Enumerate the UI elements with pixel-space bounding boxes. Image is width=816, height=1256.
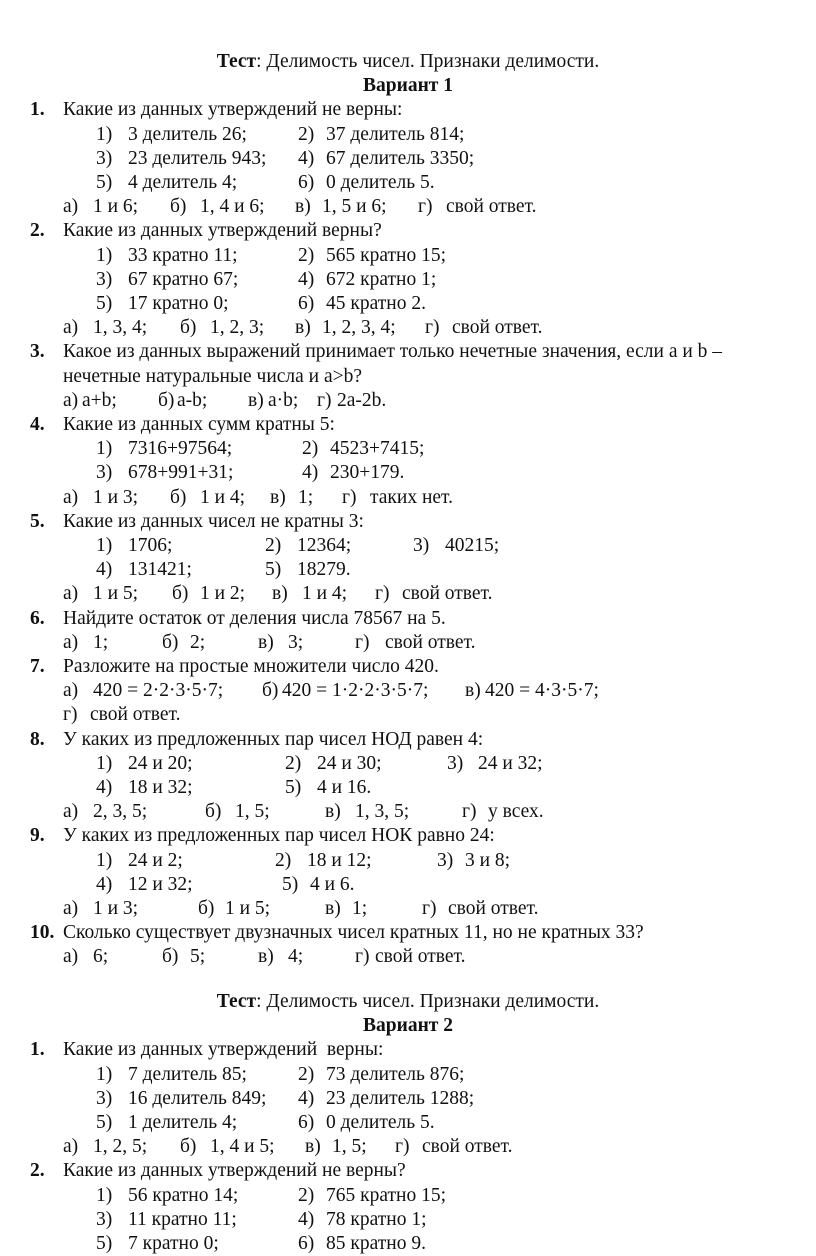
answer-label: г) [355,946,370,968]
answer-label: г) [422,898,437,919]
option-text: 24 и 32; [478,752,543,774]
answer-text: 1, 2, 3, 4; [322,317,396,339]
option-label: 5) [96,172,113,193]
question-number: 2. [30,1160,45,1182]
option-text: 12 и 32; [128,873,193,895]
option-label: 6) [298,172,315,193]
option-label: 1) [96,752,113,774]
answer-label: а) [63,196,79,218]
option-text: 4 делитель 4; [128,172,238,193]
answer-text: 1 и 3; [93,898,139,919]
answer-text: свой ответ. [385,631,476,653]
answer-label: в) [295,317,311,339]
test-title [0,990,816,1014]
option-label: 4) [298,1208,315,1230]
option-text: 18279. [297,559,351,581]
question-text: нечетные натуральные числа и a>b? [63,365,363,387]
answer-label: а) [63,801,79,823]
answer-label: г) [418,196,433,218]
option-text: 33 кратно 11; [128,244,238,266]
option-text: 56 кратно 14; [128,1184,239,1206]
option-text: 678+991+31; [128,462,234,484]
option-text: 11 кратно 11; [128,1208,237,1230]
test-label: Тест [216,991,257,1012]
option-text: 672 кратно 1; [326,268,437,290]
answer-label: б) [162,631,179,653]
option-label: 4) [96,873,113,895]
option-text: 24 и 20; [128,752,193,774]
option-text: 1706; [128,535,173,556]
question-number: 5. [30,510,45,532]
answer-text: 1 и 5; [93,583,139,605]
answer-label: г) [355,631,370,653]
test-label: Тест [216,51,257,72]
option-text: 7 делитель 85; [128,1063,247,1085]
answer-text: 3; [288,631,304,653]
answer-text: 420 = 4·3·5·7; [485,680,599,702]
option-text: 7 кратно 0; [128,1233,219,1254]
option-label: 1) [96,244,113,266]
question-text: Найдите остаток от деления числа 78567 на 5. [63,607,446,629]
answer-text: свой ответ. [452,317,543,339]
answer-label: а) [63,946,79,968]
option-label: 3) [413,535,430,556]
answer-text: 1, 4 и 6; [200,196,265,218]
answer-text: a·b; [268,389,299,411]
option-text: 0 делитель 5. [326,1112,435,1133]
answer-label: б) [205,801,222,823]
option-text: 23 делитель 943; [128,147,267,169]
answer-label: а) [63,583,79,605]
answer-label: а) [63,389,79,411]
option-label: 4) [298,268,315,290]
option-text: 765 кратно 15; [326,1184,446,1206]
option-label: 3) [96,147,113,169]
option-text: 230+179. [330,462,405,484]
answer-label: г) [425,317,440,339]
answer-label: г) [375,583,390,605]
option-label: 5) [96,1112,113,1133]
answer-label: в) [325,801,341,823]
answer-text: 1 и 4; [302,583,348,605]
question-number: 3. [30,341,45,363]
option-label: 5) [282,873,299,895]
question-text: У каких из предложенных пар чисел НОК равно 24: [63,825,495,847]
option-label: 4) [298,147,315,169]
answer-label: в) [272,583,288,605]
option-text: 3 делитель 26; [128,123,247,145]
option-label: 1) [96,438,113,460]
option-label: 4) [96,777,113,798]
option-text: 4 и 6. [310,873,355,895]
answer-label: б) [170,486,187,508]
question-text: Какие из данных сумм кратны 5: [63,414,335,435]
option-text: 23 делитель 1288; [326,1087,475,1109]
question-text: Какие из данных утверждений не верны? [63,1160,406,1182]
question-text: Какие из данных утверждений не верны: [63,99,403,121]
answer-label: в) [305,1136,321,1158]
option-label: 2) [298,244,315,266]
question-number: 1. [30,1039,45,1061]
test-title [0,50,816,74]
answer-text: 1; [352,898,368,919]
option-text: 565 кратно 15; [326,244,446,266]
option-text: 18 и 12; [307,849,372,871]
answer-text: у всех. [488,801,544,823]
option-label: 3) [96,1087,113,1109]
question-text: Сколько существует двузначных чисел кратных 11, но не кратных 33? [63,922,644,944]
answer-text: свой ответ. [448,898,539,919]
answer-label: а) [63,680,79,702]
option-text: 67 кратно 67; [128,268,239,290]
answer-text: 1, 4 и 5; [210,1136,275,1158]
answer-label: в) [248,389,264,411]
answer-text: свой ответ. [375,946,466,968]
option-label: 1) [96,123,113,145]
option-label: 3) [437,849,454,871]
option-label: 6) [298,1233,315,1254]
answer-label: б) [158,389,175,411]
option-label: 6) [298,293,315,314]
option-text: 4523+7415; [330,438,425,460]
answer-label: в) [270,486,286,508]
answer-label: б) [180,317,197,339]
answer-label: б) [262,680,279,702]
option-label: 5) [96,1233,113,1254]
option-text: 3 и 8; [465,849,511,871]
question-number: 1. [30,99,45,121]
answer-label: в) [295,196,311,218]
option-text: 40215; [445,535,500,556]
option-label: 6) [298,1112,315,1133]
option-label: 4) [298,1087,315,1109]
answer-text: 1 и 5; [225,898,271,919]
variant-heading: Вариант 2 [362,1015,454,1037]
answer-label: б) [198,898,215,919]
option-label: 3) [96,462,113,484]
option-label: 2) [302,438,319,460]
answer-text: таких нет. [370,486,453,508]
option-label: 1) [96,849,113,871]
answer-label: в) [465,680,481,702]
question-number: 9. [30,825,45,847]
answer-label: б) [162,946,179,968]
option-label: 3) [96,268,113,290]
answer-label: а) [63,317,79,339]
question-text: Какие из данных чисел не кратны 3: [63,510,364,532]
answer-label: г) [342,486,357,508]
answer-text: 1, 5; [332,1136,367,1158]
answer-text: свой ответ. [90,704,181,726]
answer-text: 1, 3, 5; [355,801,410,823]
option-text: 12364; [297,535,352,556]
answer-text: 1 и 4; [200,486,246,508]
option-text: 45 кратно 2. [326,293,426,314]
answer-text: 2, 3, 5; [93,801,148,823]
answer-text: свой ответ. [402,583,493,605]
question-text: У каких из предложенных пар чисел НОД равен 4: [63,728,484,750]
option-label: 5) [265,559,282,581]
answer-text: 1 и 2; [200,583,246,605]
answer-text: свой ответ. [446,196,537,218]
option-label: 2) [265,535,282,556]
answer-label: б) [172,583,189,605]
option-label: 2) [298,1063,315,1085]
answer-label: в) [258,631,274,653]
answer-label: а) [63,898,79,919]
option-label: 1) [96,1184,113,1206]
question-number: 8. [30,728,45,750]
option-label: 5) [285,777,302,798]
test-title-text: : Делимость чисел. Признаки делимости. [256,991,600,1012]
option-label: 2) [298,123,315,145]
option-text: 131421; [128,559,192,581]
answer-label: а) [63,631,79,653]
option-text: 67 делитель 3350; [326,147,475,169]
answer-text: 420 = 2·2·3·5·7; [93,680,224,702]
option-label: 5) [96,293,113,314]
option-text: 37 делитель 814; [326,123,465,145]
option-text: 4 и 16. [317,777,372,798]
question-text: Какое из данных выражений принимает только нечетные значения, если a и b – [63,341,723,363]
option-text: 1 делитель 4; [128,1112,238,1133]
answer-label: г) [462,801,477,823]
question-text: Какие из данных утверждений верны: [63,1039,384,1061]
option-label: 2) [298,1184,315,1206]
answer-text: 1, 5 и 6; [322,196,387,218]
answer-text: 1; [298,486,314,508]
option-text: 18 и 32; [128,777,193,798]
question-number: 7. [30,656,45,677]
option-label: 3) [96,1208,113,1230]
answer-label: г) [395,1136,410,1158]
option-label: 3) [447,752,464,774]
answer-label: в) [325,898,341,919]
option-text: 0 делитель 5. [326,172,435,193]
answer-text: a+b; [82,389,117,411]
question-number: 2. [30,220,45,242]
option-text: 17 кратно 0; [128,293,229,314]
option-label: 1) [96,535,113,556]
answer-text: 4; [288,946,304,968]
option-text: 73 делитель 876; [326,1063,465,1085]
option-text: 78 кратно 1; [326,1208,427,1230]
answer-text: 420 = 1·2·2·3·5·7; [282,680,429,702]
question-text: Разложите на простые множители число 420. [63,656,439,677]
option-label: 2) [285,752,302,774]
question-text: Какие из данных утверждений верны? [63,220,382,242]
option-label: 4) [96,559,113,581]
option-label: 4) [302,462,319,484]
option-text: 24 и 30; [317,752,382,774]
option-text: 85 кратно 9. [326,1233,426,1254]
test-title-text: : Делимость чисел. Признаки делимости. [256,51,600,72]
question-number: 4. [30,414,45,435]
question-number: 10. [30,922,55,944]
variant-heading: Вариант 1 [362,75,454,97]
answer-text: 1; [93,631,109,653]
answer-text: 1, 3, 4; [93,317,148,339]
option-text: 7316+97564; [128,438,233,460]
answer-label: г) [63,704,78,726]
answer-text: 1 и 6; [93,196,139,218]
answer-text: 1 и 3; [93,486,139,508]
answer-text: свой ответ. [422,1136,513,1158]
answer-label: б) [170,196,187,218]
answer-text: 6; [93,946,109,968]
question-number: 6. [30,607,45,629]
option-text: 24 и 2; [128,849,183,871]
option-label: 1) [96,1063,113,1085]
option-label: 2) [275,849,292,871]
answer-label: а) [63,486,79,508]
answer-text: a-b; [177,389,208,411]
answer-label: а) [63,1136,79,1158]
answer-label: в) [258,946,274,968]
answer-text: 5; [190,946,206,968]
answer-label: б) [180,1136,197,1158]
answer-text: 1, 5; [235,801,270,823]
answer-text: 1, 2, 3; [210,317,265,339]
answer-text: 2; [190,631,206,653]
answer-text: 2a-2b. [337,389,387,411]
option-text: 16 делитель 849; [128,1087,267,1109]
answer-text: 1, 2, 5; [93,1136,148,1158]
answer-label: г) [317,389,332,411]
